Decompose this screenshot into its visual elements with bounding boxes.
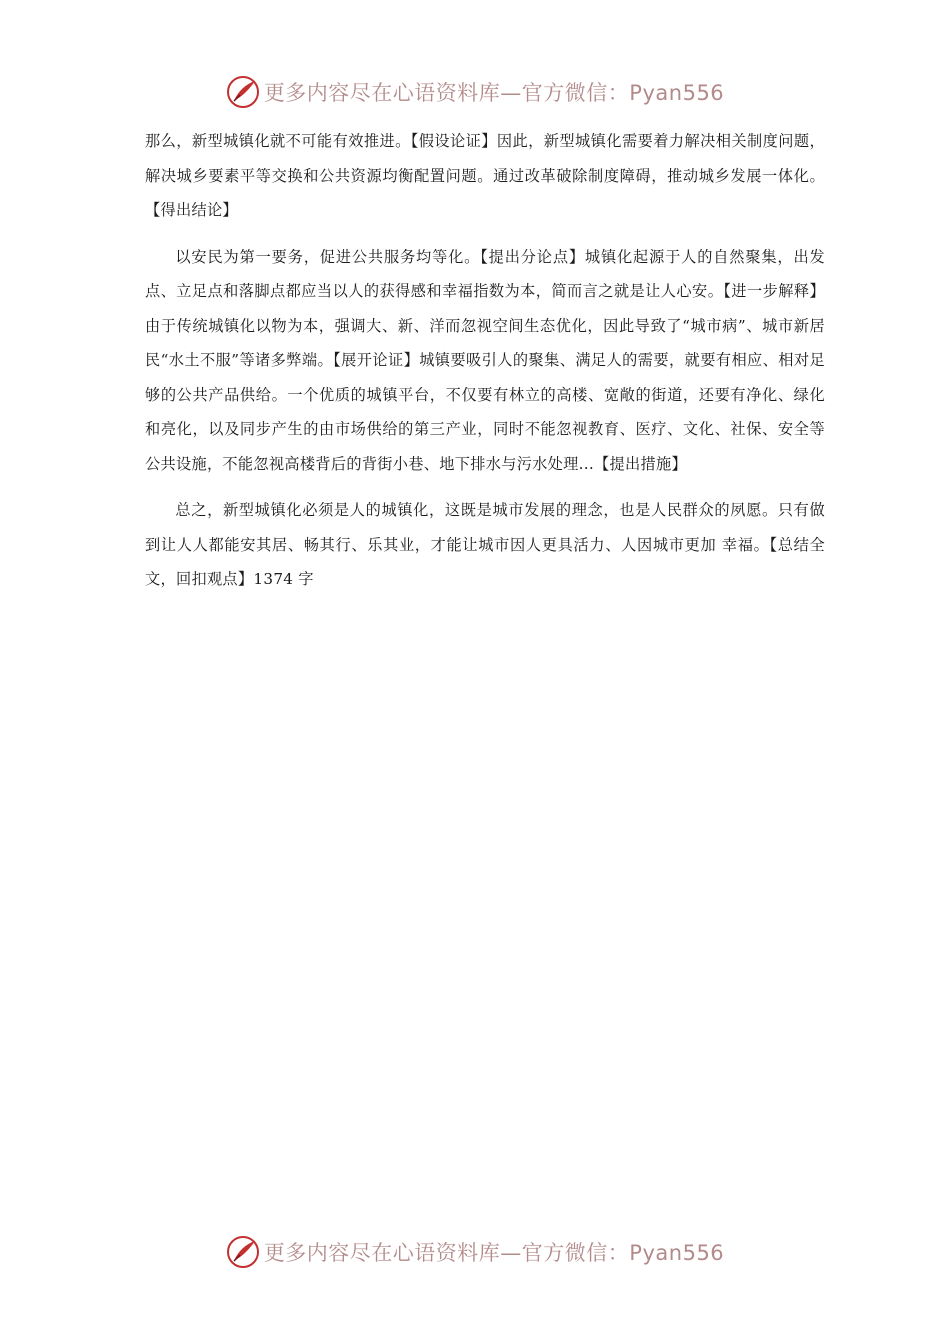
feather-pen-logo-icon [226,1235,260,1269]
document-body [145,124,825,609]
header-banner [0,72,950,112]
footer-banner-text: 更多内容尽在心语资料库—官方微信：Pyan556 [263,1241,725,1265]
paragraph-1: 那么，新型城镇化就不可能有效推进。【假设论证】因此，新型城镇化需要着力解决相关制度问题，解决城乡要素平等交换和公共资源均衡配置问题。通过改革破除制度障碍，推动城乡发展一体化。【得出结论】 [145,132,825,219]
feather-pen-logo-icon [226,75,260,109]
header-banner-text: 更多内容尽在心语资料库—官方微信：Pyan556 [263,81,725,105]
paragraph-3: 总之，新型城镇化必须是人的城镇化，这既是城市发展的理念，也是人民群众的夙愿。只有做到让人人都能安其居、畅其行、乐其业，才能让城市因人更具活力、人因城市更加 幸福。【总结全文，回扣观点】1374 字 [145,501,825,588]
paragraph-2: 以安民为第一要务，促进公共服务均等化。【提出分论点】城镇化起源于人的自然聚集，出发点、立足点和落脚点都应当以人的获得感和幸福指数为本，简而言之就是让人心安。【进一步解释】由于传统城镇化以物为本，强调大、新、洋而忽视空间生态优化，因此导致了“城市病”、城市新居民“水土不服”等诸多弊端。【展开论证】城镇要吸引人的聚集、满足人的需要，就要有相应、相对足够的公共产品供给。一个优质的城镇平台，不仅要有林立的高楼、宽敞的街道，还要有净化、绿化和亮化，以及同步产生的由市场供给的第三产业，同时不能忽视教育、医疗、文化、社保、安全等公共设施，不能忽视高楼背后的背街小巷、地下排水与污水处理...【提出措施】 [145,247,825,473]
footer-banner [0,1232,950,1272]
